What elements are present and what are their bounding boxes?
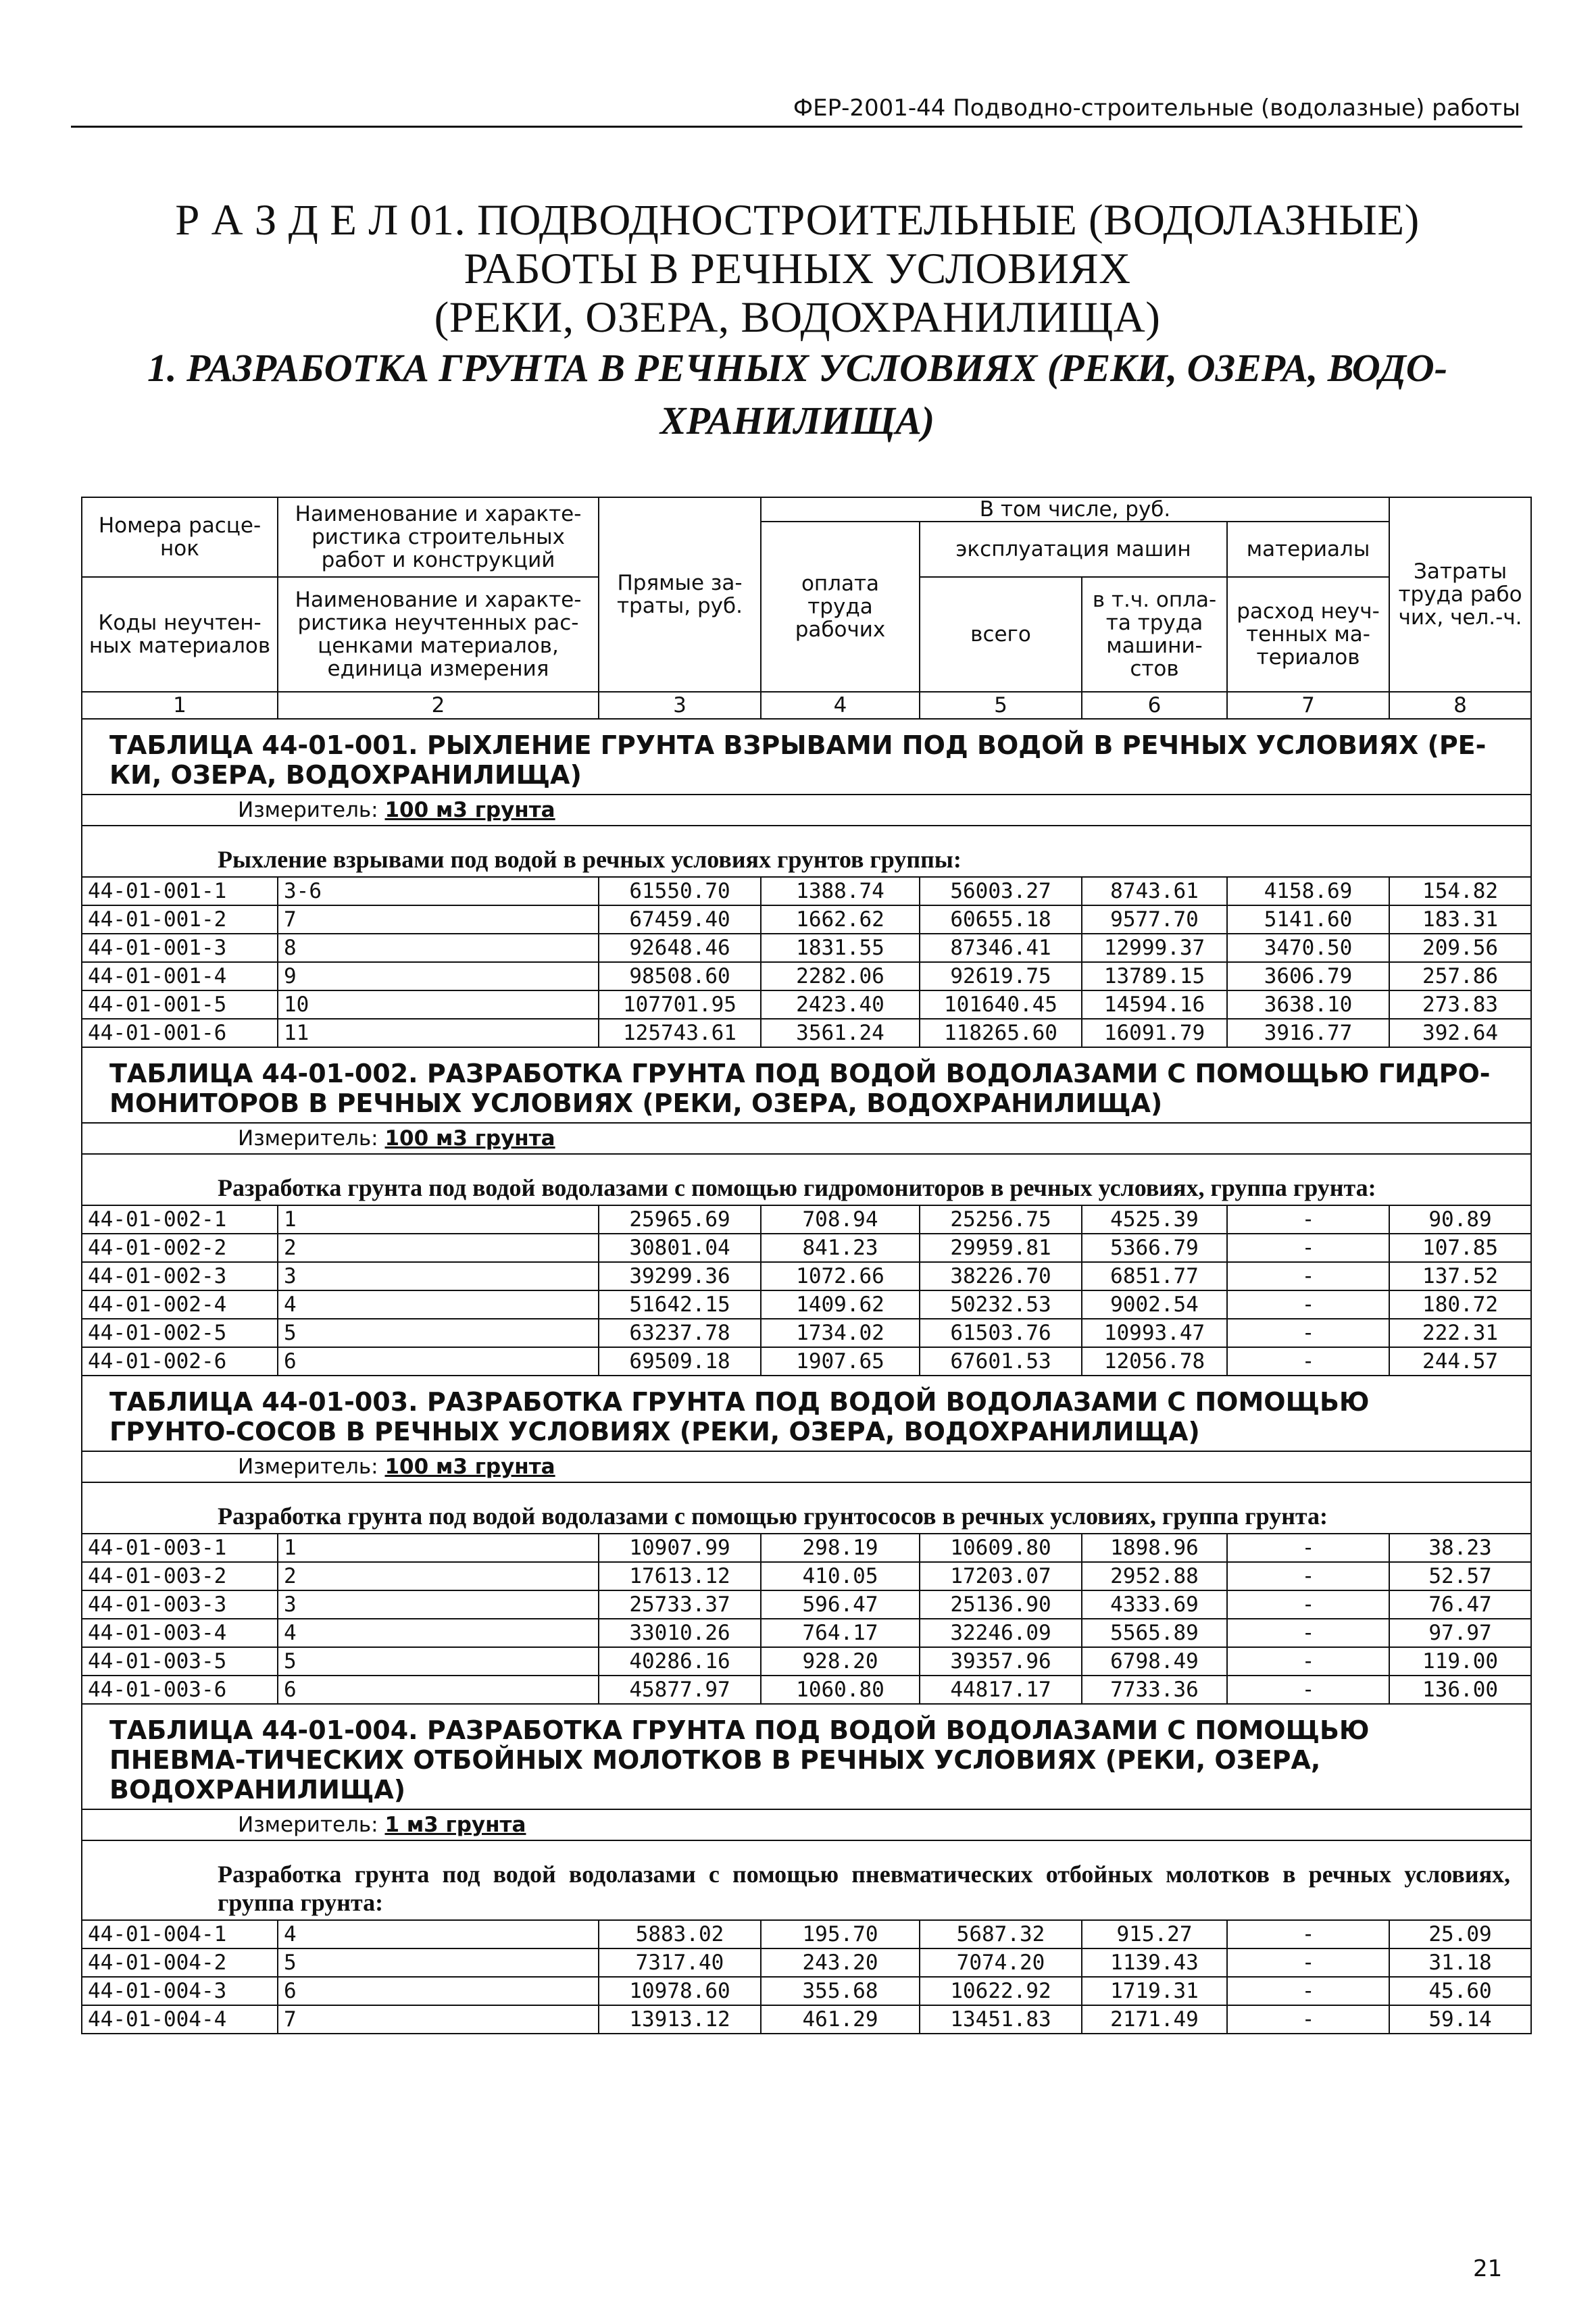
table-cell: 4 <box>278 1290 599 1319</box>
table-cell: 67601.53 <box>920 1347 1082 1376</box>
column-number: 7 <box>1227 692 1389 719</box>
table-cell: - <box>1227 1534 1389 1562</box>
table-cell: 10609.80 <box>920 1534 1082 1562</box>
section-title-line: Р А З Д Е Л 01. ПОДВОДНОСТРОИТЕЛЬНЫЕ (ВОДОЛАЗНЫЕ) <box>175 196 1420 245</box>
table-cell: 3606.79 <box>1227 962 1389 990</box>
table-row <box>82 1920 1531 1948</box>
table-cell: 2 <box>278 1234 599 1262</box>
rate-code-cell: 44-01-003-4 <box>82 1619 278 1647</box>
header-col1-top: Номера расце-нок <box>82 497 278 577</box>
header-col1-bottom: Коды неучтен-ных материалов <box>82 577 278 692</box>
table-cell: 3-6 <box>278 877 599 905</box>
section-title-line: РАБОТЫ В РЕЧНЫХ УСЛОВИЯХ <box>464 245 1131 293</box>
header-materials: материалы <box>1227 522 1389 577</box>
table-cell: 33010.26 <box>599 1619 761 1647</box>
table-cell: 2952.88 <box>1082 1562 1227 1590</box>
table-title-row <box>82 1047 1531 1123</box>
table-cell: 764.17 <box>761 1619 920 1647</box>
table-cell: 5565.89 <box>1082 1619 1227 1647</box>
table-cell: 2171.49 <box>1082 2005 1227 2034</box>
table-cell: - <box>1227 1205 1389 1234</box>
table-cell: 841.23 <box>761 1234 920 1262</box>
column-number: 2 <box>278 692 599 719</box>
table-cell: 14594.16 <box>1082 990 1227 1019</box>
table-cell: 2423.40 <box>761 990 920 1019</box>
table-cell: 61503.76 <box>920 1319 1082 1347</box>
table-cell: 180.72 <box>1389 1290 1531 1319</box>
rate-code-cell: 44-01-004-2 <box>82 1948 278 1977</box>
table-cell: 5883.02 <box>599 1920 761 1948</box>
table-meter <box>82 1809 1531 1840</box>
table-cell: 257.86 <box>1389 962 1531 990</box>
table-cell: 195.70 <box>761 1920 920 1948</box>
table-cell: 92619.75 <box>920 962 1082 990</box>
table-cell: 136.00 <box>1389 1676 1531 1704</box>
rate-code-cell: 44-01-002-4 <box>82 1290 278 1319</box>
table-cell: 7733.36 <box>1082 1676 1227 1704</box>
rate-code-cell: 44-01-002-5 <box>82 1319 278 1347</box>
table-cell: 92648.46 <box>599 934 761 962</box>
table-cell: - <box>1227 2005 1389 2034</box>
table-title: ТАБЛИЦА 44-01-004. РАЗРАБОТКА ГРУНТА ПОД ВОДОЙ ВОДОЛАЗАМИ С ПОМОЩЬЮ ПНЕВМА-ТИЧЕСКИХ ОТБОЙНЫХ МОЛОТКОВ В РЕЧНЫХ УСЛОВИЯХ (РЕКИ, ОЗЕРА, ВОДОХРАНИЛИЩА) <box>82 1704 1531 1809</box>
table-cell: 3561.24 <box>761 1019 920 1047</box>
table-cell: - <box>1227 1948 1389 1977</box>
table-cell: 298.19 <box>761 1534 920 1562</box>
table-cell: 101640.45 <box>920 990 1082 1019</box>
table-cell: 4525.39 <box>1082 1205 1227 1234</box>
table-meter-row <box>82 1809 1531 1840</box>
table-row <box>82 1590 1531 1619</box>
table-cell: 6 <box>278 1977 599 2005</box>
table-row <box>82 1647 1531 1676</box>
table-cell: - <box>1227 1234 1389 1262</box>
column-number: 5 <box>920 692 1082 719</box>
table-cell: 107.85 <box>1389 1234 1531 1262</box>
table-cell: 125743.61 <box>599 1019 761 1047</box>
table-group-heading: Рыхление взрывами под водой в речных условиях грунтов группы: <box>82 826 1531 877</box>
table-cell: - <box>1227 1590 1389 1619</box>
table-cell: 9 <box>278 962 599 990</box>
titles-block <box>74 196 1520 447</box>
table-row <box>82 1562 1531 1590</box>
table-cell: 1060.80 <box>761 1676 920 1704</box>
table-cell: 7074.20 <box>920 1948 1082 1977</box>
table-cell: 12056.78 <box>1082 1347 1227 1376</box>
meter-value: 1 м3 грунта <box>384 1813 526 1837</box>
table-row <box>82 990 1531 1019</box>
column-number: 3 <box>599 692 761 719</box>
table-cell: 25965.69 <box>599 1205 761 1234</box>
table-cell: 3916.77 <box>1227 1019 1389 1047</box>
rate-code-cell: 44-01-002-2 <box>82 1234 278 1262</box>
table-cell: 52.57 <box>1389 1562 1531 1590</box>
table-row <box>82 934 1531 962</box>
subsection-title-line: ХРАНИЛИЩА) <box>659 399 935 443</box>
table-cell: 67459.40 <box>599 905 761 934</box>
table-cell: 45877.97 <box>599 1676 761 1704</box>
table-cell: 1388.74 <box>761 877 920 905</box>
rate-code-cell: 44-01-003-1 <box>82 1534 278 1562</box>
table-row <box>82 877 1531 905</box>
table-group-heading: Разработка грунта под водой водолазами с помощью пневматических отбойных молотков в речных условиях, группа грунта: <box>82 1840 1531 1920</box>
table-cell: 39299.36 <box>599 1262 761 1290</box>
table-cell: 107701.95 <box>599 990 761 1019</box>
table-cell: 1719.31 <box>1082 1977 1227 2005</box>
table-cell: 6 <box>278 1347 599 1376</box>
table-title-row <box>82 719 1531 795</box>
rate-code-cell: 44-01-001-5 <box>82 990 278 1019</box>
table-cell: 44817.17 <box>920 1676 1082 1704</box>
table-row <box>82 1619 1531 1647</box>
table-cell: 5141.60 <box>1227 905 1389 934</box>
table-cell: 392.64 <box>1389 1019 1531 1047</box>
table-cell: - <box>1227 1920 1389 1948</box>
table-cell: 25136.90 <box>920 1590 1082 1619</box>
meter-label: Измеритель: <box>238 798 378 822</box>
column-number: 4 <box>761 692 920 719</box>
table-cell: 25256.75 <box>920 1205 1082 1234</box>
table-title: ТАБЛИЦА 44-01-001. РЫХЛЕНИЕ ГРУНТА ВЗРЫВАМИ ПОД ВОДОЙ В РЕЧНЫХ УСЛОВИЯХ (РЕ-КИ, ОЗЕРА, ВОДОХРАНИЛИЩА) <box>82 719 1531 795</box>
rate-code-cell: 44-01-001-3 <box>82 934 278 962</box>
table-title: ТАБЛИЦА 44-01-002. РАЗРАБОТКА ГРУНТА ПОД ВОДОЙ ВОДОЛАЗАМИ С ПОМОЩЬЮ ГИДРО-МОНИТОРОВ В РЕЧНЫХ УСЛОВИЯХ (РЕКИ, ОЗЕРА, ВОДОХРАНИЛИЩА) <box>82 1047 1531 1123</box>
rate-code-cell: 44-01-003-2 <box>82 1562 278 1590</box>
table-cell: - <box>1227 1647 1389 1676</box>
table-cell: 25733.37 <box>599 1590 761 1619</box>
meter-label: Измеритель: <box>238 1813 378 1837</box>
column-number: 6 <box>1082 692 1227 719</box>
table-group-row <box>82 826 1531 877</box>
table-cell: 5 <box>278 1647 599 1676</box>
table-cell: 25.09 <box>1389 1920 1531 1948</box>
table-cell: 17203.07 <box>920 1562 1082 1590</box>
table-cell: 9577.70 <box>1082 905 1227 934</box>
header-col2-bottom: Наименование и характе-ристика неучтенных рас-ценками материалов, единица измерения <box>278 577 599 692</box>
table-cell: 3470.50 <box>1227 934 1389 962</box>
table-cell: 7 <box>278 2005 599 2034</box>
rate-code-cell: 44-01-002-1 <box>82 1205 278 1234</box>
table-cell: 243.20 <box>761 1948 920 1977</box>
table-cell: 32246.09 <box>920 1619 1082 1647</box>
table-cell: 2 <box>278 1562 599 1590</box>
table-cell: 30801.04 <box>599 1234 761 1262</box>
table-cell: 915.27 <box>1082 1920 1227 1948</box>
rate-code-cell: 44-01-001-1 <box>82 877 278 905</box>
table-cell: 596.47 <box>761 1590 920 1619</box>
table-meter <box>82 1123 1531 1154</box>
header-labor-cost: Затраты труда рабо чих, чел.-ч. <box>1389 497 1531 692</box>
rate-code-cell: 44-01-004-3 <box>82 1977 278 2005</box>
price-table-body <box>82 497 1531 2034</box>
table-row <box>82 962 1531 990</box>
header-machines-labor: в т.ч. опла-та труда машини-стов <box>1082 577 1227 692</box>
table-cell: 98508.60 <box>599 962 761 990</box>
column-number-row <box>82 692 1531 719</box>
table-cell: 1072.66 <box>761 1262 920 1290</box>
table-cell: 1 <box>278 1534 599 1562</box>
rate-code-cell: 44-01-001-4 <box>82 962 278 990</box>
table-cell: 6 <box>278 1676 599 1704</box>
table-cell: 17613.12 <box>599 1562 761 1590</box>
table-cell: 90.89 <box>1389 1205 1531 1234</box>
table-cell: 2282.06 <box>761 962 920 990</box>
rate-code-cell: 44-01-003-5 <box>82 1647 278 1676</box>
table-cell: 4 <box>278 1619 599 1647</box>
rate-code-cell: 44-01-001-6 <box>82 1019 278 1047</box>
table-cell: 38.23 <box>1389 1534 1531 1562</box>
table-cell: 11 <box>278 1019 599 1047</box>
table-cell: 10907.99 <box>599 1534 761 1562</box>
section-title-line: (РЕКИ, ОЗЕРА, ВОДОХРАНИЛИЩА) <box>434 293 1161 342</box>
table-cell: 5 <box>278 1948 599 1977</box>
table-title: ТАБЛИЦА 44-01-003. РАЗРАБОТКА ГРУНТА ПОД ВОДОЙ ВОДОЛАЗАМИ С ПОМОЩЬЮ ГРУНТО-СОСОВ В РЕЧНЫХ УСЛОВИЯХ (РЕКИ, ОЗЕРА, ВОДОХРАНИЛИЩА) <box>82 1376 1531 1451</box>
table-cell: - <box>1227 1347 1389 1376</box>
table-cell: 3 <box>278 1590 599 1619</box>
table-cell: - <box>1227 1977 1389 2005</box>
table-cell: 1139.43 <box>1082 1948 1227 1977</box>
table-cell: 209.56 <box>1389 934 1531 962</box>
header-including: В том числе, руб. <box>761 497 1389 522</box>
table-row <box>82 1234 1531 1262</box>
rate-code-cell: 44-01-002-6 <box>82 1347 278 1376</box>
table-group-row <box>82 1154 1531 1205</box>
page-number: 21 <box>1473 2255 1503 2282</box>
header-machines-total: всего <box>920 577 1082 692</box>
table-row <box>82 2005 1531 2034</box>
table-cell: 4 <box>278 1920 599 1948</box>
table-group-row <box>82 1840 1531 1920</box>
table-cell: 16091.79 <box>1082 1019 1227 1047</box>
table-cell: 1662.62 <box>761 905 920 934</box>
meter-label: Измеритель: <box>238 1455 378 1479</box>
table-row <box>82 1534 1531 1562</box>
table-row <box>82 1977 1531 2005</box>
header-materials-sub: расход неуч-тенных ма-териалов <box>1227 577 1389 692</box>
table-cell: 31.18 <box>1389 1948 1531 1977</box>
table-cell: 3 <box>278 1262 599 1290</box>
table-cell: - <box>1227 1562 1389 1590</box>
rate-code-cell: 44-01-002-3 <box>82 1262 278 1290</box>
table-row <box>82 905 1531 934</box>
rate-code-cell: 44-01-004-1 <box>82 1920 278 1948</box>
table-cell: 7317.40 <box>599 1948 761 1977</box>
table-cell: 183.31 <box>1389 905 1531 934</box>
subsection-title-line: 1. РАЗРАБОТКА ГРУНТА В РЕЧНЫХ УСЛОВИЯХ (РЕКИ, ОЗЕРА, ВОДО- <box>147 346 1448 390</box>
table-cell: 76.47 <box>1389 1590 1531 1619</box>
table-cell: 40286.16 <box>599 1647 761 1676</box>
table-cell: 45.60 <box>1389 1977 1531 2005</box>
rate-code-cell: 44-01-003-3 <box>82 1590 278 1619</box>
table-cell: 56003.27 <box>920 877 1082 905</box>
table-cell: - <box>1227 1262 1389 1290</box>
table-cell: 3638.10 <box>1227 990 1389 1019</box>
table-cell: 59.14 <box>1389 2005 1531 2034</box>
table-cell: 87346.41 <box>920 934 1082 962</box>
table-cell: 60655.18 <box>920 905 1082 934</box>
table-cell: 119.00 <box>1389 1647 1531 1676</box>
table-cell: 63237.78 <box>599 1319 761 1347</box>
table-row <box>82 1676 1531 1704</box>
table-cell: 5366.79 <box>1082 1234 1227 1262</box>
table-row <box>82 1347 1531 1376</box>
table-cell: 10 <box>278 990 599 1019</box>
meter-value: 100 м3 грунта <box>384 1126 555 1151</box>
table-cell: - <box>1227 1319 1389 1347</box>
table-cell: 61550.70 <box>599 877 761 905</box>
table-cell: 7 <box>278 905 599 934</box>
table-cell: 1907.65 <box>761 1347 920 1376</box>
table-cell: 355.68 <box>761 1977 920 2005</box>
table-cell: 1898.96 <box>1082 1534 1227 1562</box>
table-meter-row <box>82 795 1531 826</box>
header-rule <box>71 126 1522 128</box>
table-row <box>82 1948 1531 1977</box>
table-cell: 8 <box>278 934 599 962</box>
table-cell: 38226.70 <box>920 1262 1082 1290</box>
table-cell: 6798.49 <box>1082 1647 1227 1676</box>
table-cell: - <box>1227 1676 1389 1704</box>
header-machines: эксплуатация машин <box>920 522 1227 577</box>
table-cell: 50232.53 <box>920 1290 1082 1319</box>
table-cell: 10993.47 <box>1082 1319 1227 1347</box>
table-cell: 1831.55 <box>761 934 920 962</box>
table-cell: - <box>1227 1619 1389 1647</box>
meter-label: Измеритель: <box>238 1126 378 1151</box>
table-title-row <box>82 1376 1531 1451</box>
rate-code-cell: 44-01-004-4 <box>82 2005 278 2034</box>
table-cell: 13789.15 <box>1082 962 1227 990</box>
column-number: 1 <box>82 692 278 719</box>
table-cell: 1 <box>278 1205 599 1234</box>
table-cell: 273.83 <box>1389 990 1531 1019</box>
table-cell: 29959.81 <box>920 1234 1082 1262</box>
table-cell: 13451.83 <box>920 2005 1082 2034</box>
table-group-heading: Разработка грунта под водой водолазами с помощью гидромониторов в речных условиях, группа грунта: <box>82 1154 1531 1205</box>
table-cell: 222.31 <box>1389 1319 1531 1347</box>
table-cell: 97.97 <box>1389 1619 1531 1647</box>
table-cell: 1409.62 <box>761 1290 920 1319</box>
table-cell: 8743.61 <box>1082 877 1227 905</box>
table-cell: 1734.02 <box>761 1319 920 1347</box>
table-cell: 708.94 <box>761 1205 920 1234</box>
table-cell: 928.20 <box>761 1647 920 1676</box>
table-meter-row <box>82 1451 1531 1482</box>
table-cell: 461.29 <box>761 2005 920 2034</box>
table-cell: 10622.92 <box>920 1977 1082 2005</box>
table-row <box>82 1262 1531 1290</box>
table-meter <box>82 1451 1531 1482</box>
running-header: ФЕР-2001-44 Подводно-строительные (водолазные) работы <box>793 95 1520 122</box>
table-cell: 12999.37 <box>1082 934 1227 962</box>
table-group-heading: Разработка грунта под водой водолазами с помощью грунтососов в речных условиях, группа грунта: <box>82 1482 1531 1534</box>
table-cell: 6851.77 <box>1082 1262 1227 1290</box>
table-cell: 13913.12 <box>599 2005 761 2034</box>
table-cell: 39357.96 <box>920 1647 1082 1676</box>
table-cell: 244.57 <box>1389 1347 1531 1376</box>
column-number: 8 <box>1389 692 1531 719</box>
table-cell: 5 <box>278 1319 599 1347</box>
table-row <box>82 1019 1531 1047</box>
table-cell: 4333.69 <box>1082 1590 1227 1619</box>
table-title-row <box>82 1704 1531 1809</box>
rate-code-cell: 44-01-001-2 <box>82 905 278 934</box>
price-table <box>81 497 1532 2034</box>
table-cell: 4158.69 <box>1227 877 1389 905</box>
table-cell: - <box>1227 1290 1389 1319</box>
table-cell: 69509.18 <box>599 1347 761 1376</box>
header-col2-top: Наименование и характе-ристика строительных работ и конструкций <box>278 497 599 577</box>
table-cell: 410.05 <box>761 1562 920 1590</box>
table-meter <box>82 795 1531 826</box>
header-direct-costs: Прямые за-траты, руб. <box>599 497 761 692</box>
table-row <box>82 1205 1531 1234</box>
table-cell: 5687.32 <box>920 1920 1082 1948</box>
table-cell: 10978.60 <box>599 1977 761 2005</box>
table-cell: 51642.15 <box>599 1290 761 1319</box>
table-row <box>82 1290 1531 1319</box>
meter-value: 100 м3 грунта <box>384 1455 555 1479</box>
table-cell: 9002.54 <box>1082 1290 1227 1319</box>
rate-code-cell: 44-01-003-6 <box>82 1676 278 1704</box>
table-row <box>82 1319 1531 1347</box>
table-cell: 154.82 <box>1389 877 1531 905</box>
table-cell: 137.52 <box>1389 1262 1531 1290</box>
table-group-row <box>82 1482 1531 1534</box>
meter-value: 100 м3 грунта <box>384 798 555 822</box>
table-meter-row <box>82 1123 1531 1154</box>
table-cell: 118265.60 <box>920 1019 1082 1047</box>
header-labor-pay: оплата труда рабочих <box>761 522 920 692</box>
